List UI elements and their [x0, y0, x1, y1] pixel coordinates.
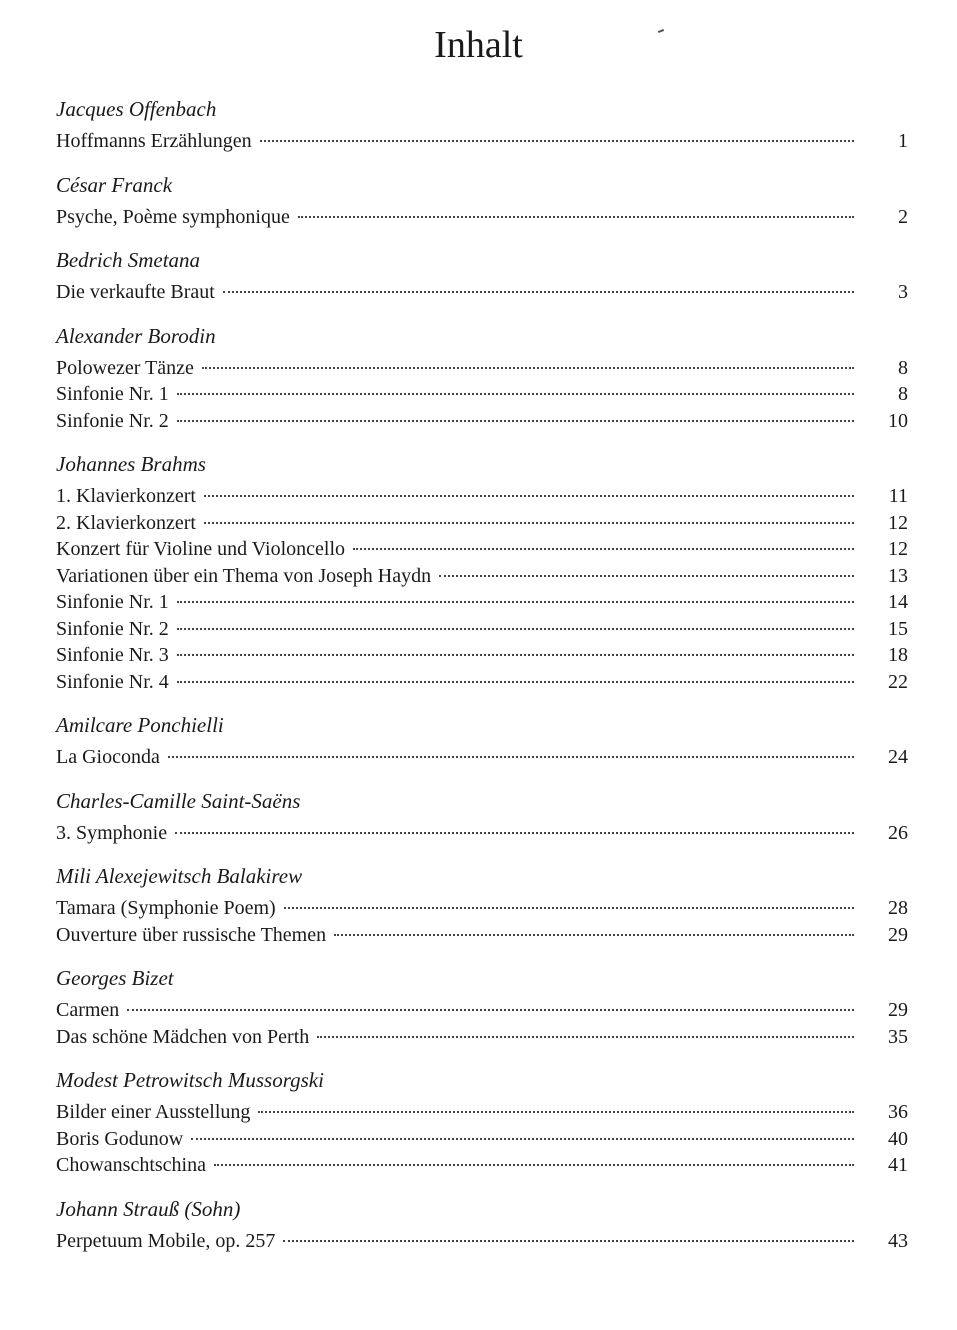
toc-section	[56, 247, 908, 306]
toc-entry	[56, 279, 908, 306]
composer-heading: Georges Bizet	[56, 966, 174, 990]
work-title: Sinfonie Nr. 4	[56, 670, 169, 693]
toc-entry	[56, 1228, 908, 1255]
dot-leader	[283, 1240, 854, 1242]
toc-entry	[56, 1126, 908, 1153]
dot-leader	[202, 367, 854, 369]
work-title: Polowezer Tänze	[56, 356, 194, 379]
page-number: 3	[898, 281, 908, 303]
dot-leader	[177, 420, 854, 422]
page-number: 10	[888, 409, 908, 432]
dot-leader	[439, 575, 854, 577]
toc-entry	[56, 616, 908, 643]
dot-leader	[317, 1036, 854, 1038]
toc-section	[56, 323, 908, 435]
work-title: Boris Godunow	[56, 1127, 184, 1150]
work-title: Das schöne Mädchen von Perth	[56, 1025, 310, 1048]
dot-leader	[260, 140, 854, 142]
work-title: Sinfonie Nr. 3	[56, 644, 169, 666]
page-number: 12	[888, 511, 908, 534]
composer-heading: Charles-Camille Saint-Saëns	[56, 788, 301, 813]
work-title: Die verkaufte Braut	[56, 281, 215, 303]
toc-section	[56, 965, 908, 1050]
dot-leader	[168, 756, 854, 758]
work-title: Tamara (Symphonie Poem)	[56, 897, 276, 919]
work-title: 3. Symphonie	[56, 821, 168, 844]
toc-entry	[56, 563, 908, 590]
toc-entry	[56, 536, 908, 563]
work-title: Psyche, Poème symphonique	[56, 205, 290, 228]
dot-leader	[127, 1009, 854, 1011]
work-title: Konzert für Violine und Violoncello	[56, 538, 346, 560]
toc-entry	[56, 381, 908, 408]
dot-leader	[284, 907, 854, 909]
composer-heading: Amilcare Ponchielli	[56, 713, 224, 737]
page-number: 12	[888, 538, 908, 560]
toc-entry	[56, 642, 908, 669]
toc-section	[56, 712, 908, 771]
page-number: 15	[888, 617, 908, 640]
toc-entry	[56, 1152, 908, 1179]
toc-section	[56, 96, 908, 155]
toc-section	[56, 1067, 908, 1179]
dot-leader	[177, 654, 854, 656]
work-title: 2. Klavierkonzert	[56, 511, 196, 534]
toc-entry	[56, 1099, 908, 1126]
toc-entry	[56, 669, 908, 696]
page-number: 28	[888, 897, 908, 919]
toc-section	[56, 863, 908, 948]
page-number: 8	[898, 383, 908, 405]
composer-heading: Johannes Brahms	[56, 452, 206, 476]
composer-heading: Johann Strauß (Sohn)	[56, 1196, 241, 1221]
toc-entry	[56, 922, 908, 949]
page-number: 40	[888, 1127, 908, 1150]
toc-entry	[56, 895, 908, 922]
dot-leader	[353, 548, 854, 550]
work-title: Sinfonie Nr. 1	[56, 383, 169, 405]
page-number: 35	[888, 1025, 908, 1048]
toc-entry	[56, 997, 908, 1024]
toc-section	[56, 172, 908, 231]
work-title: Bilder einer Ausstellung	[56, 1101, 251, 1123]
work-title: Sinfonie Nr. 2	[56, 409, 169, 432]
page-number: 43	[888, 1229, 908, 1252]
composer-heading: Jacques Offenbach	[56, 97, 217, 121]
dot-leader	[177, 628, 854, 630]
page-number: 13	[888, 564, 908, 587]
page-number: 22	[888, 670, 908, 693]
toc-section	[56, 1196, 908, 1255]
page-number: 11	[888, 485, 908, 507]
work-title: Sinfonie Nr. 1	[56, 591, 169, 613]
dot-leader	[177, 393, 854, 395]
work-title: La Gioconda	[56, 746, 160, 768]
dot-leader	[191, 1138, 854, 1140]
toc-entry	[56, 510, 908, 537]
toc-entry	[56, 1024, 908, 1051]
work-title: Sinfonie Nr. 2	[56, 617, 169, 640]
page-number: 2	[898, 205, 908, 228]
page-title: Inhalt	[434, 24, 523, 66]
work-title: Hoffmanns Erzählungen	[56, 130, 252, 152]
composer-heading: Bedrich Smetana	[56, 248, 201, 272]
toc-entry	[56, 204, 908, 231]
dot-leader	[214, 1164, 854, 1166]
composer-heading: Modest Petrowitsch Mussorgski	[56, 1068, 324, 1092]
toc-entry	[56, 408, 908, 435]
work-title: Variationen über ein Thema von Joseph Haydn	[56, 564, 432, 587]
composer-heading: Alexander Borodin	[56, 323, 216, 348]
dot-leader	[334, 934, 854, 936]
dot-leader	[204, 522, 854, 524]
page-number: 29	[888, 923, 908, 946]
work-title: Ouverture über russische Themen	[56, 923, 327, 946]
page-number: 14	[888, 591, 908, 613]
page-number: 41	[888, 1154, 908, 1176]
toc-section	[56, 451, 908, 695]
dot-leader	[258, 1111, 854, 1113]
toc-entry	[56, 589, 908, 616]
dot-leader	[298, 216, 854, 218]
dot-leader	[177, 601, 854, 603]
work-title: Perpetuum Mobile, op. 257	[56, 1229, 276, 1252]
work-title: Chowanschtschina	[56, 1154, 206, 1176]
toc-entry	[56, 483, 908, 510]
dot-leader	[204, 495, 854, 497]
page-number: 26	[888, 821, 908, 844]
work-title: Carmen	[56, 999, 120, 1021]
toc-section	[56, 788, 908, 847]
dot-leader	[175, 832, 854, 834]
composer-heading: César Franck	[56, 172, 173, 197]
composer-heading: Mili Alexejewitsch Balakirew	[56, 864, 303, 888]
toc-entry	[56, 128, 908, 155]
toc-entry	[56, 355, 908, 382]
dot-leader	[177, 681, 854, 683]
page-number: 1	[898, 130, 908, 152]
page-number: 36	[888, 1101, 908, 1123]
toc-entry	[56, 744, 908, 771]
page-number: 29	[888, 999, 908, 1021]
work-title: 1. Klavierkonzert	[56, 485, 196, 507]
page-number: 24	[888, 746, 908, 768]
table-of-contents	[56, 96, 908, 1271]
page-number: 8	[898, 356, 908, 379]
dot-leader	[223, 291, 854, 293]
page-number: 18	[888, 644, 908, 666]
toc-entry	[56, 820, 908, 847]
